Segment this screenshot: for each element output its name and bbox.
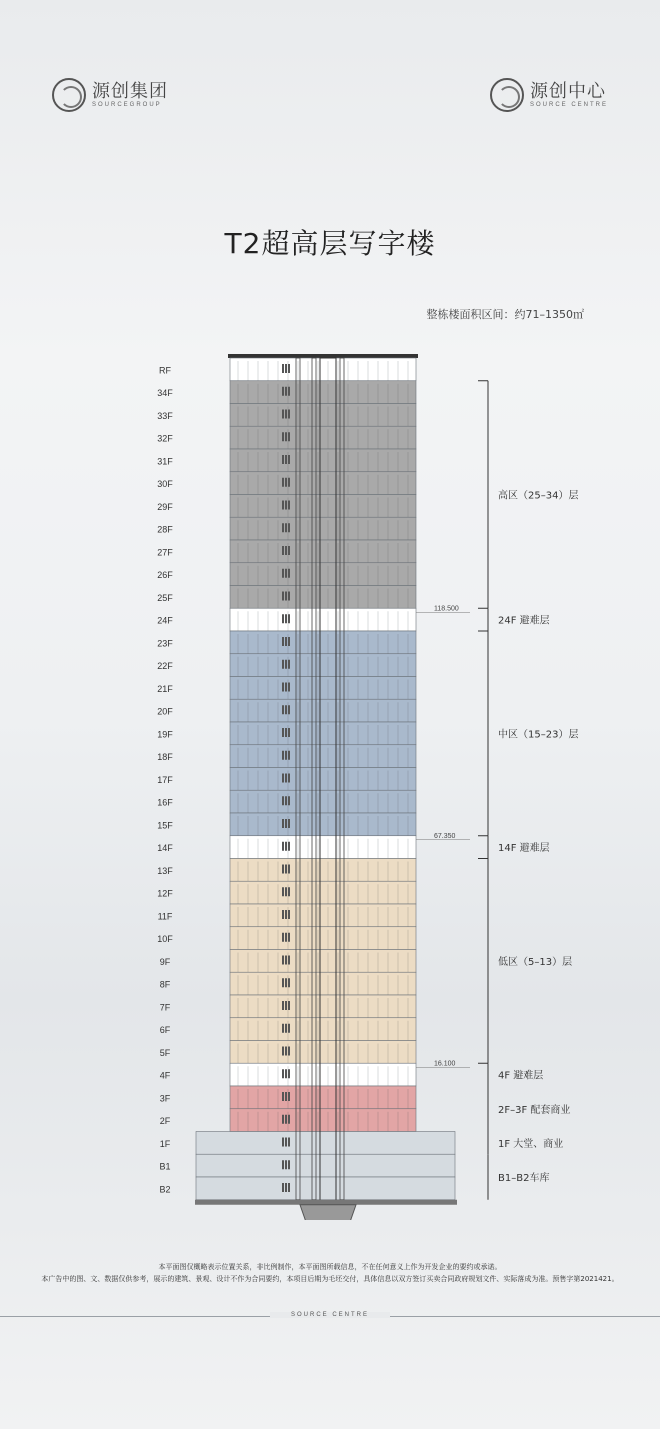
floor-label: 28F xyxy=(157,524,173,535)
floor-label: 30F xyxy=(157,479,173,490)
stair-mark xyxy=(288,1183,290,1192)
stair-mark xyxy=(285,887,287,896)
floor-label: 25F xyxy=(157,592,173,603)
stair-mark xyxy=(285,1047,287,1056)
brand-right-logo xyxy=(490,78,608,112)
stair-mark xyxy=(282,1024,284,1033)
floor-band xyxy=(196,1154,455,1177)
brand-right-en: SOURCE CENTRE xyxy=(530,102,609,108)
stair-mark xyxy=(282,956,284,965)
floor-label: 14F xyxy=(157,843,173,854)
stair-mark xyxy=(282,1047,284,1056)
stair-mark xyxy=(282,910,284,919)
stair-mark xyxy=(288,728,290,737)
stair-mark xyxy=(285,1001,287,1010)
floor-label: 7F xyxy=(159,1002,171,1013)
stair-mark xyxy=(288,683,290,692)
floor-label: 1F xyxy=(159,1138,171,1149)
stair-mark xyxy=(285,842,287,851)
stair-mark xyxy=(285,910,287,919)
stair-mark xyxy=(285,1092,287,1101)
stair-mark xyxy=(288,1069,290,1078)
stair-mark xyxy=(288,887,290,896)
floor-label: 19F xyxy=(157,729,173,740)
stair-mark xyxy=(282,614,284,623)
stair-mark xyxy=(282,774,284,783)
brand-right-cn: 源创中心 xyxy=(530,81,606,102)
stair-mark xyxy=(288,1047,290,1056)
pit-foundation xyxy=(300,1205,356,1220)
stair-mark xyxy=(285,865,287,874)
stair-mark xyxy=(288,501,290,510)
roof-parapet xyxy=(228,354,418,358)
stair-mark xyxy=(282,819,284,828)
stair-mark xyxy=(282,592,284,601)
stair-mark xyxy=(282,637,284,646)
stair-mark xyxy=(288,819,290,828)
stair-mark xyxy=(285,728,287,737)
floor-label: 24F xyxy=(157,615,173,626)
stair-mark xyxy=(288,910,290,919)
stair-mark xyxy=(288,387,290,396)
stair-mark xyxy=(285,523,287,532)
stair-mark xyxy=(288,432,290,441)
area-range-note: 整栋楼面积区间：约71–1350㎡ xyxy=(426,308,584,321)
stair-mark xyxy=(285,1115,287,1124)
stair-mark xyxy=(288,1115,290,1124)
stair-mark xyxy=(285,796,287,805)
stair-mark xyxy=(288,1024,290,1033)
stair-mark xyxy=(282,865,284,874)
zone-label: 1F 大堂、商业 xyxy=(498,1138,564,1150)
stair-mark xyxy=(285,1183,287,1192)
floor-label: 6F xyxy=(159,1025,171,1036)
floor-label: 5F xyxy=(159,1047,171,1058)
disclaimer-line-2: 本广告中的图、文、数据仅供参考，展示的建筑、景观、设计不作为合同要约，本项目后期为毛坯交付，具体信息以双方签订买卖合同政府规划文件、实际落成为准。预售字第2021421。 xyxy=(41,1275,619,1283)
stair-mark xyxy=(285,455,287,464)
stair-mark xyxy=(282,751,284,760)
stair-mark xyxy=(282,796,284,805)
stair-mark xyxy=(285,569,287,578)
floor-label: 34F xyxy=(157,388,173,399)
stair-mark xyxy=(285,933,287,942)
stair-mark xyxy=(282,705,284,714)
floor-label: B2 xyxy=(159,1184,171,1195)
stair-mark xyxy=(285,478,287,487)
stair-mark xyxy=(282,432,284,441)
stair-mark xyxy=(282,387,284,396)
stair-mark xyxy=(282,546,284,555)
stair-mark xyxy=(285,774,287,783)
elevation-value: 118.500 xyxy=(434,605,459,613)
stair-mark xyxy=(282,660,284,669)
floor-label: RF xyxy=(159,365,171,376)
floor-label: 22F xyxy=(157,661,173,672)
stair-mark xyxy=(288,478,290,487)
building-body xyxy=(195,354,457,1220)
stair-mark xyxy=(285,1160,287,1169)
stair-mark xyxy=(282,1183,284,1192)
stair-mark xyxy=(282,501,284,510)
stair-mark xyxy=(285,592,287,601)
stair-mark xyxy=(282,1069,284,1078)
stair-mark xyxy=(282,683,284,692)
zone-label: B1–B2车库 xyxy=(498,1173,550,1184)
stair-mark xyxy=(288,546,290,555)
zone-label: 24F 避难层 xyxy=(498,615,550,627)
zone-label: 高区（25–34）层 xyxy=(498,490,579,502)
stair-mark xyxy=(288,455,290,464)
stair-mark xyxy=(282,569,284,578)
stair-mark xyxy=(285,1138,287,1147)
floor-label: 17F xyxy=(157,774,173,785)
floor-label: 11F xyxy=(157,911,173,922)
floor-label: 23F xyxy=(157,638,173,649)
brand-left-cn: 源创集团 xyxy=(92,81,168,102)
brand-left-logo xyxy=(52,78,168,112)
stair-mark xyxy=(288,523,290,532)
stair-mark xyxy=(282,1092,284,1101)
stair-mark xyxy=(285,432,287,441)
stair-mark xyxy=(282,410,284,419)
stair-mark xyxy=(288,842,290,851)
stair-mark xyxy=(288,637,290,646)
stair-mark xyxy=(285,660,287,669)
stair-mark xyxy=(285,546,287,555)
stair-mark xyxy=(285,614,287,623)
building-section-diagram xyxy=(0,340,660,1220)
source-group-logo-icon xyxy=(52,78,86,112)
stair-mark xyxy=(285,1069,287,1078)
stair-mark xyxy=(288,774,290,783)
floor-label: 32F xyxy=(157,433,173,444)
floor-label: 12F xyxy=(157,888,173,899)
floor-label: 21F xyxy=(157,683,173,694)
stair-mark xyxy=(285,410,287,419)
stair-mark xyxy=(282,364,284,373)
stair-mark xyxy=(285,705,287,714)
source-centre-logo-icon xyxy=(490,78,524,112)
elevation-value: 67.350 xyxy=(434,832,456,840)
floor-label: 3F xyxy=(159,1093,171,1104)
floor-band xyxy=(196,1177,455,1200)
stair-mark xyxy=(288,660,290,669)
stair-mark xyxy=(288,1160,290,1169)
floor-label: 10F xyxy=(157,934,173,945)
stair-mark xyxy=(288,705,290,714)
floor-label: 15F xyxy=(157,820,173,831)
stair-mark xyxy=(285,751,287,760)
floor-label: 13F xyxy=(157,865,173,876)
stair-mark xyxy=(282,523,284,532)
stair-mark xyxy=(285,501,287,510)
floor-label: 16F xyxy=(157,797,173,808)
stair-mark xyxy=(285,819,287,828)
stair-mark xyxy=(282,455,284,464)
floor-label: 20F xyxy=(157,706,173,717)
floor-label: 31F xyxy=(157,456,173,467)
stair-mark xyxy=(288,569,290,578)
floor-label: B1 xyxy=(159,1161,171,1172)
stair-mark xyxy=(282,933,284,942)
stair-mark xyxy=(282,478,284,487)
floor-label: 27F xyxy=(157,547,173,558)
zone-label: 4F 避难层 xyxy=(498,1070,544,1082)
stair-mark xyxy=(288,978,290,987)
stair-mark xyxy=(288,1138,290,1147)
zone-label: 2F–3F 配套商业 xyxy=(498,1104,571,1116)
stair-mark xyxy=(282,1138,284,1147)
floor-label: 8F xyxy=(159,979,171,990)
stair-mark xyxy=(285,683,287,692)
page-title: T2超高层写字楼 xyxy=(224,227,436,260)
elevation-value: 16.100 xyxy=(434,1060,456,1068)
zone-label: 中区（15–23）层 xyxy=(498,729,579,741)
stair-mark xyxy=(282,1115,284,1124)
stair-mark xyxy=(282,1001,284,1010)
stair-mark xyxy=(288,614,290,623)
stair-mark xyxy=(282,887,284,896)
stair-mark xyxy=(288,933,290,942)
zone-label: 14F 避难层 xyxy=(498,843,550,855)
stair-mark xyxy=(288,364,290,373)
stair-mark xyxy=(288,865,290,874)
zone-label: 低区（5–13）层 xyxy=(498,956,573,968)
stair-mark xyxy=(288,751,290,760)
footer-brand: SOURCE CENTRE xyxy=(270,1312,390,1318)
floor-label: 9F xyxy=(159,956,171,967)
stair-mark xyxy=(285,1024,287,1033)
stair-mark xyxy=(282,842,284,851)
floor-label: 29F xyxy=(157,501,173,512)
stair-mark xyxy=(288,956,290,965)
floor-label: 18F xyxy=(157,752,173,763)
stair-mark xyxy=(285,364,287,373)
stair-mark xyxy=(288,1001,290,1010)
zone-labels xyxy=(478,381,578,1200)
stair-mark xyxy=(285,956,287,965)
stair-mark xyxy=(285,978,287,987)
floor-label: 33F xyxy=(157,410,173,421)
stair-mark xyxy=(282,978,284,987)
stair-mark xyxy=(282,1160,284,1169)
floor-label: 4F xyxy=(159,1070,171,1081)
stair-mark xyxy=(288,410,290,419)
stair-mark xyxy=(288,592,290,601)
floor-label: 26F xyxy=(157,570,173,581)
floor-label: 2F xyxy=(159,1116,171,1127)
brand-left-en: SOURCEGROUP xyxy=(92,102,162,108)
stair-mark xyxy=(285,387,287,396)
disclaimer-line-1: 本平面图仅概略表示位置关系，非比例制作，本平面图所载信息，不在任何意义上作为开发企业的要约或承诺。 xyxy=(158,1263,502,1271)
stair-mark xyxy=(285,637,287,646)
stair-mark xyxy=(282,728,284,737)
floor-band xyxy=(196,1132,455,1155)
stair-mark xyxy=(288,796,290,805)
ground-slab xyxy=(195,1200,457,1205)
stair-mark xyxy=(288,1092,290,1101)
